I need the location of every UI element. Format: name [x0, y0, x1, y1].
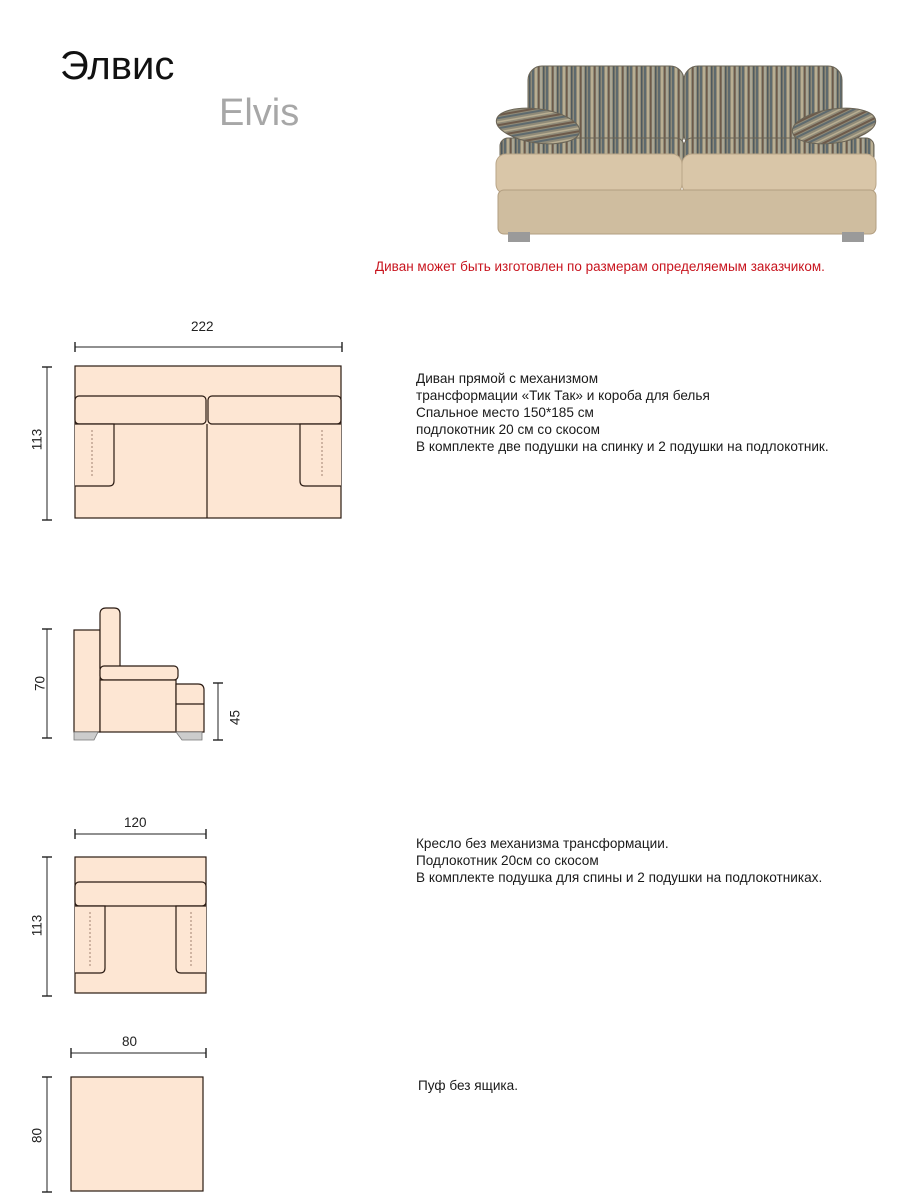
- sofa-height-label: 70: [32, 675, 48, 692]
- armchair-depth-label: 113: [29, 914, 45, 937]
- armchair-description-line: В комплекте подушка для спины и 2 подушки на подлокотниках.: [416, 870, 823, 885]
- pouf-description-line: Пуф без ящика.: [418, 1078, 519, 1093]
- sofa-description-line: Диван прямой с механизмом: [416, 371, 599, 386]
- sofa-height-dimension-line: [40, 628, 54, 740]
- pouf-width-label: 80: [122, 1034, 138, 1049]
- sofa-seat-height-dimension-line: [211, 682, 225, 742]
- armchair-description-line: Кресло без механизма трансформации.: [416, 836, 669, 851]
- armchair-description-line: Подлокотник 20см со скосом: [416, 853, 599, 868]
- sofa-top-view-drawing: [74, 365, 344, 521]
- sofa-description-line: подлокотник 20 см со скосом: [416, 422, 601, 437]
- pouf-top-view-drawing: [70, 1076, 206, 1194]
- product-title-ru: Элвис: [60, 44, 175, 88]
- sofa-depth-label: 113: [29, 428, 45, 451]
- sofa-description-line: трансформации «Тик Так» и короба для белья: [416, 388, 710, 403]
- armchair-width-dimension-line: [74, 827, 208, 841]
- armchair-top-view-drawing: [74, 856, 208, 996]
- pouf-depth-dimension-line: [40, 1076, 54, 1194]
- product-title-en: Elvis: [219, 92, 300, 134]
- sofa-description: [416, 370, 829, 455]
- armchair-description: [416, 835, 822, 886]
- sofa-width-dimension-line: [74, 340, 344, 354]
- sofa-description-line: В комплекте две подушки на спинку и 2 подушки на подлокотник.: [416, 439, 829, 454]
- sofa-side-view-drawing: [72, 606, 212, 742]
- armchair-width-label: 120: [124, 815, 147, 830]
- sofa-depth-dimension-line: [40, 366, 54, 522]
- sofa-seat-height-label: 45: [227, 709, 243, 726]
- custom-size-notice: Диван может быть изготовлен по размерам определяемым заказчиком.: [375, 259, 825, 274]
- pouf-depth-label: 80: [29, 1127, 45, 1144]
- sofa-photo: [490, 62, 882, 248]
- sofa-width-label: 222: [191, 319, 214, 334]
- pouf-description: [418, 1077, 518, 1094]
- pouf-width-dimension-line: [70, 1046, 208, 1060]
- sofa-description-line: Спальное место 150*185 см: [416, 405, 594, 420]
- armchair-depth-dimension-line: [40, 856, 54, 998]
